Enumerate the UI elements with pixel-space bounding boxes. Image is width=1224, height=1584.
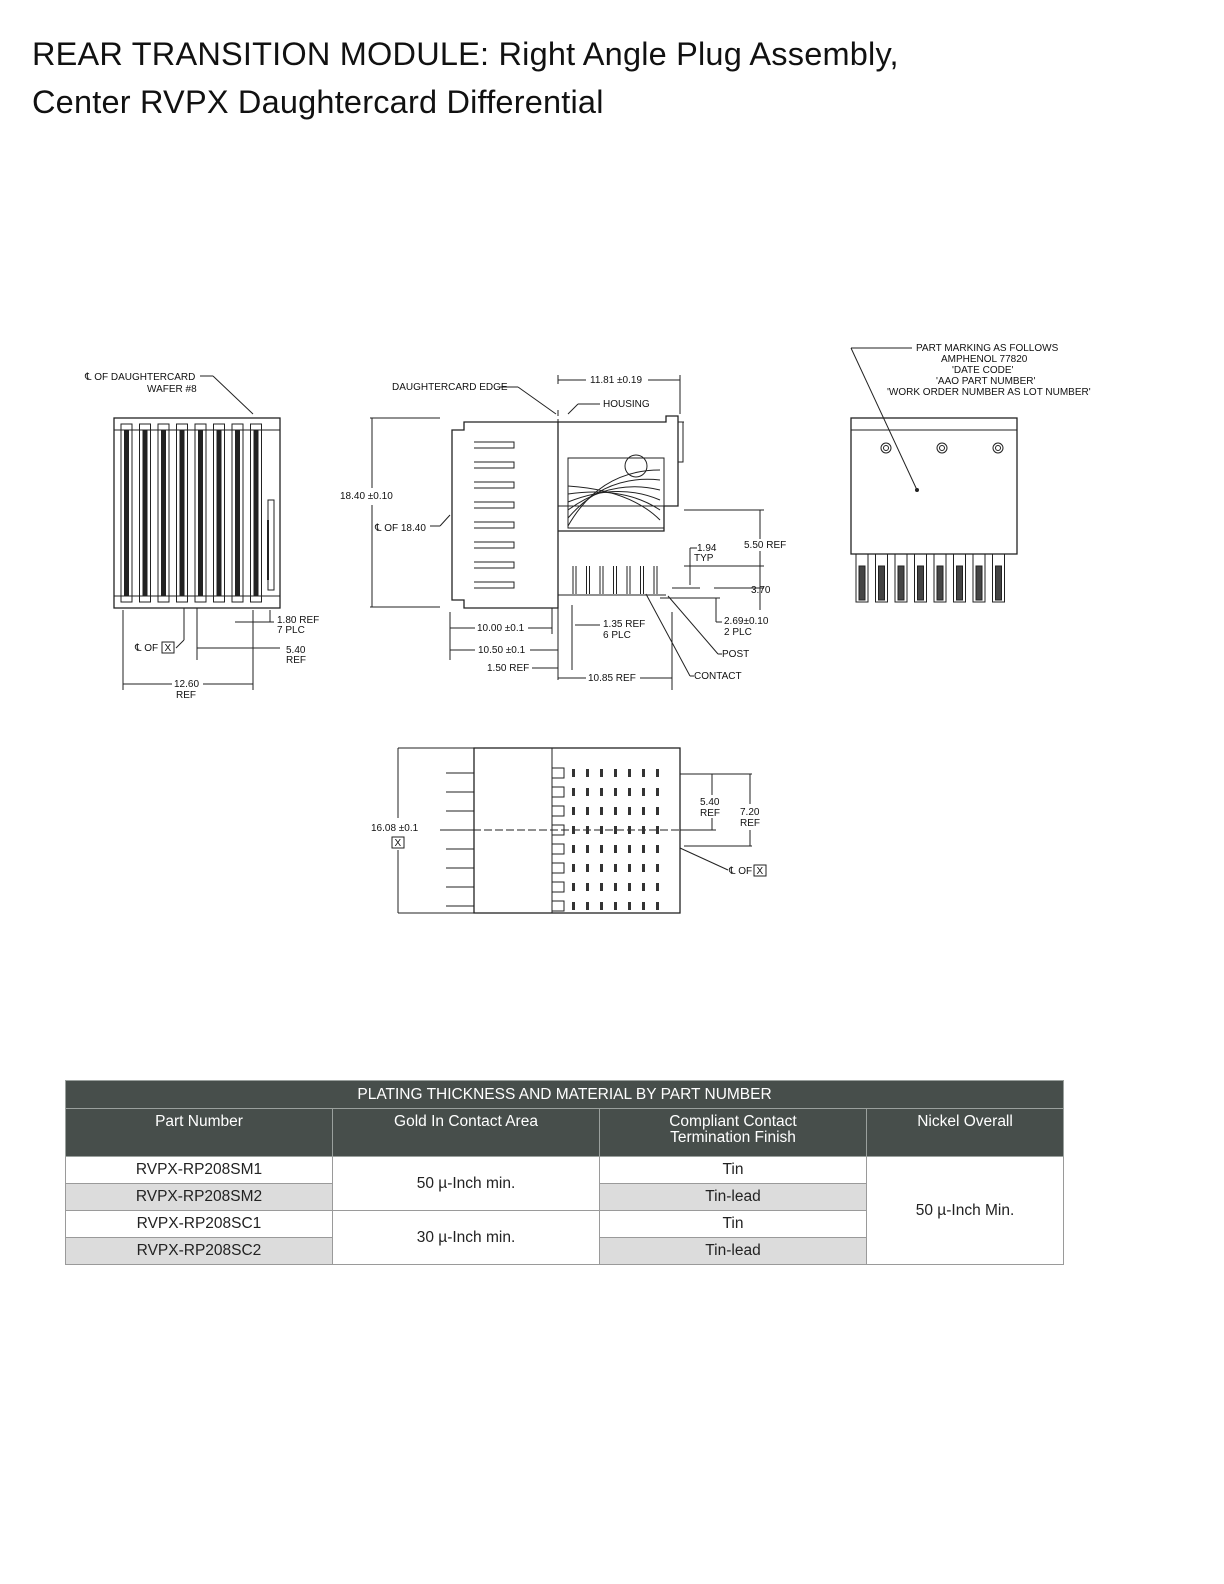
contact-dot: [572, 826, 575, 834]
part-number-cell: RVPX-RP208SC1: [66, 1211, 333, 1238]
dim-1-80-ref: 1.80 REF: [277, 615, 320, 626]
contact-dot: [572, 883, 575, 891]
finish-cell: Tin: [600, 1211, 867, 1238]
contact-dot: [642, 864, 645, 872]
contact-dot: [656, 883, 659, 891]
contact-dot: [600, 769, 603, 777]
compliant-posts: [573, 566, 657, 594]
contact-dot: [614, 788, 617, 796]
contact-dot: [656, 826, 659, 834]
contact-dot: [628, 864, 631, 872]
contact-dot: [614, 845, 617, 853]
gold-cell: 30 µ-Inch min.: [333, 1211, 600, 1265]
rear-pin-row: [856, 554, 1005, 602]
datum-x-box: X: [756, 866, 764, 877]
contact-dot: [628, 807, 631, 815]
daughtercard-edge-label: DAUGHTERCARD EDGE: [392, 382, 508, 393]
contact-dot: [628, 788, 631, 796]
marking-line-1: PART MARKING AS FOLLOWS: [916, 343, 1059, 354]
contact-dot: [656, 807, 659, 815]
ref-label: REF: [700, 808, 720, 819]
contact-dot: [642, 788, 645, 796]
contact-dot: [600, 864, 603, 872]
card-finger: [474, 562, 514, 568]
dim-3-70: 3.70: [751, 585, 771, 596]
card-finger: [474, 542, 514, 548]
cl-daughtercard-label: ℄ OF DAUGHTERCARD: [85, 372, 196, 383]
dim-5-50-ref: 5.50 REF: [744, 540, 787, 551]
front-view-drawing: [340, 375, 786, 690]
dim-2-plc: 2 PLC: [724, 627, 752, 638]
dim-7-20: 7.20: [740, 807, 760, 818]
bottom-slot: [552, 863, 564, 873]
contact-dot: [572, 902, 575, 910]
rear-pin: [976, 566, 982, 600]
nickel-cell: 50 µ-Inch Min.: [867, 1157, 1064, 1265]
wafer-core: [143, 430, 147, 596]
contact-dot: [572, 788, 575, 796]
cl-18-40-label: ℄ OF 18.40: [375, 523, 426, 534]
datum-x-box: X: [394, 838, 402, 849]
bottom-slot: [552, 882, 564, 892]
rear-pin: [937, 566, 943, 600]
bottom-view-drawing: [371, 748, 766, 913]
bottom-slot: [552, 806, 564, 816]
wafer-core: [217, 430, 221, 596]
contact-dot: [656, 902, 659, 910]
rear-pin: [957, 566, 963, 600]
contact-dot: [586, 807, 589, 815]
bottom-slot: [552, 787, 564, 797]
contact-dot: [628, 902, 631, 910]
contact-dot: [614, 902, 617, 910]
contact-dot: [614, 807, 617, 815]
dim-5-40: 5.40: [700, 797, 720, 808]
finish-cell: Tin-lead: [600, 1238, 867, 1265]
contact-dot: [600, 788, 603, 796]
bottom-slot: [552, 768, 564, 778]
card-finger: [474, 582, 514, 588]
marking-line-5: 'WORK ORDER NUMBER AS LOT NUMBER': [887, 387, 1091, 398]
col-header-finish-line-1: Compliant Contact: [669, 1113, 797, 1130]
contact-dot: [586, 864, 589, 872]
ref-label: REF: [286, 655, 306, 666]
contact-dot: [656, 788, 659, 796]
dim-10-50: 10.50 ±0.1: [478, 645, 526, 656]
daughtercard-fingers: [474, 442, 514, 588]
card-finger: [474, 442, 514, 448]
rear-pin: [996, 566, 1002, 600]
dim-1-94: 1.94: [697, 543, 717, 554]
dim-12-60: 12.60: [174, 679, 200, 690]
title-line-1: REAR TRANSITION MODULE: Right Angle Plug Assembly,: [32, 36, 899, 72]
housing-label: HOUSING: [603, 399, 650, 410]
contact-dot: [600, 883, 603, 891]
side-view-drawing: [84, 372, 319, 701]
post-label: POST: [722, 649, 750, 660]
contact-dot: [642, 902, 645, 910]
card-finger: [474, 522, 514, 528]
cl-of-label: ℄ OF: [135, 643, 159, 654]
wafer-set: [121, 424, 262, 602]
datum-x-box: X: [164, 643, 172, 654]
wafer-core: [236, 430, 240, 596]
col-header-finish: [600, 1109, 867, 1157]
contact-dot: [600, 845, 603, 853]
title-line-2: Center RVPX Daughtercard Differential: [32, 84, 604, 120]
marking-line-4: 'AAO PART NUMBER': [936, 376, 1036, 387]
contact-dot: [600, 807, 603, 815]
dim-1-35-ref: 1.35 REF: [603, 619, 646, 630]
table-caption: PLATING THICKNESS AND MATERIAL BY PART NUMBER: [66, 1081, 1064, 1109]
contact-dot: [642, 769, 645, 777]
contact-dot: [586, 769, 589, 777]
part-number-cell: RVPX-RP208SM2: [66, 1184, 333, 1211]
contact-traces: [568, 470, 660, 526]
contact-dot: [600, 902, 603, 910]
wafer-core: [125, 430, 129, 596]
contact-dot: [572, 845, 575, 853]
part-number-cell: RVPX-RP208SC2: [66, 1238, 333, 1265]
contact-dot: [642, 883, 645, 891]
col-header-gold: Gold In Contact Area: [333, 1109, 600, 1157]
contact-dot: [628, 826, 631, 834]
ref-label: REF: [176, 690, 196, 701]
cl-of-label: ℄ OF: [729, 866, 753, 877]
typ-label: TYP: [694, 553, 714, 564]
contact-dot: [586, 883, 589, 891]
dim-18-40: 18.40 ±0.10: [340, 491, 393, 502]
dim-16-08: 16.08 ±0.1: [371, 823, 419, 834]
marking-line-2: AMPHENOL 77820: [941, 354, 1028, 365]
dim-6-plc: 6 PLC: [603, 630, 631, 641]
gold-cell: 50 µ-Inch min.: [333, 1157, 600, 1211]
contact-dot: [586, 826, 589, 834]
contact-dot: [614, 769, 617, 777]
contact-dot: [586, 845, 589, 853]
col-header-nickel: Nickel Overall: [867, 1109, 1064, 1157]
finish-cell: Tin: [600, 1157, 867, 1184]
ref-label: REF: [740, 818, 760, 829]
bottom-slot: [552, 901, 564, 911]
wafer-core: [180, 430, 184, 596]
col-header-finish-line-2: Termination Finish: [670, 1129, 796, 1146]
contact-dot: [628, 845, 631, 853]
contact-dot: [614, 826, 617, 834]
trace-line: [568, 470, 660, 526]
dim-11-81: 11.81 ±0.19: [590, 375, 643, 386]
rear-pin: [898, 566, 904, 600]
contact-dot: [586, 788, 589, 796]
dim-5-40: 5.40: [286, 645, 306, 656]
contact-dot: [642, 807, 645, 815]
wafer-core: [162, 430, 166, 596]
dim-10-00: 10.00 ±0.1: [477, 623, 525, 634]
contact-dot: [614, 883, 617, 891]
finish-cell: Tin-lead: [600, 1184, 867, 1211]
dim-1-50-ref: 1.50 REF: [487, 663, 530, 674]
card-finger: [474, 462, 514, 468]
contact-dot: [656, 769, 659, 777]
contact-dot: [656, 864, 659, 872]
wafer-core: [254, 430, 258, 596]
card-finger: [474, 502, 514, 508]
trace-line: [568, 479, 660, 518]
marking-line-3: 'DATE CODE': [952, 365, 1014, 376]
table-row: [66, 1157, 1064, 1184]
contact-dot: [586, 902, 589, 910]
dim-10-85-ref: 10.85 REF: [588, 673, 636, 684]
rear-pin: [859, 566, 865, 600]
col-header-part-number: Part Number: [66, 1109, 333, 1157]
contact-label: CONTACT: [694, 671, 742, 682]
part-number-cell: RVPX-RP208SM1: [66, 1157, 333, 1184]
rear-pin: [879, 566, 885, 600]
plating-table: [65, 1080, 1064, 1265]
dim-7-plc: 7 PLC: [277, 625, 305, 636]
wafer-label: WAFER #8: [147, 384, 197, 395]
dim-2-69: 2.69±0.10: [724, 616, 769, 627]
rear-pin: [918, 566, 924, 600]
contact-dot: [642, 845, 645, 853]
contact-dot: [572, 807, 575, 815]
rear-view-drawing: [851, 343, 1091, 602]
bottom-slot: [552, 844, 564, 854]
contact-dot: [614, 864, 617, 872]
contact-dot: [642, 826, 645, 834]
contact-dot: [656, 845, 659, 853]
card-finger: [474, 482, 514, 488]
contact-dot: [572, 769, 575, 777]
contact-dot: [572, 864, 575, 872]
contact-dot: [600, 826, 603, 834]
wafer-core: [199, 430, 203, 596]
contact-dot: [628, 883, 631, 891]
contact-dot: [628, 769, 631, 777]
